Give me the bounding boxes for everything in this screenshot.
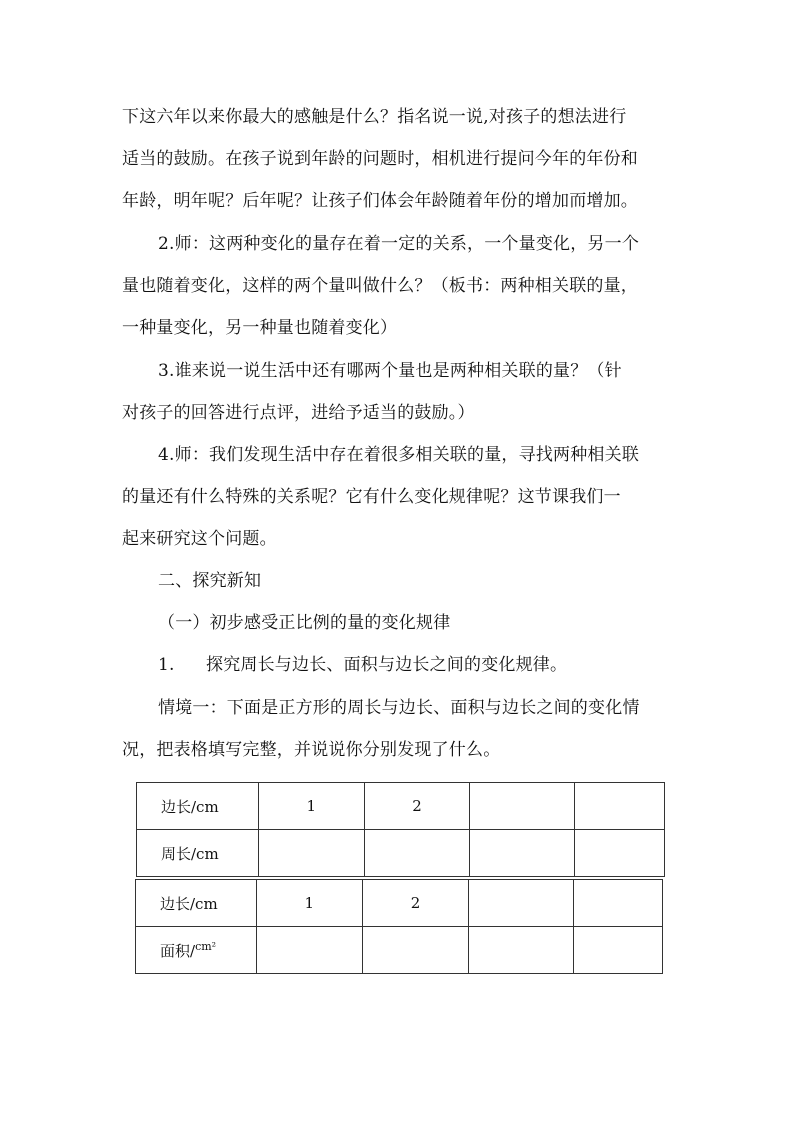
paragraph-line: 的量还有什么特殊的关系呢？它有什么变化规律呢？这节课我们一	[122, 487, 621, 507]
paragraph-line: 一种量变化，另一种量也随着变化）	[122, 318, 398, 338]
table-header-cell: 边长/cm	[136, 880, 257, 927]
area-table	[135, 879, 663, 974]
table-cell[interactable]	[256, 927, 362, 974]
table-header-cell: 边长/cm	[137, 783, 259, 830]
step-number: 1.	[158, 655, 175, 675]
paragraph-line: 4.师：我们发现生活中存在着很多相关联的量，寻找两种相关联	[158, 445, 640, 465]
table-cell: 1	[256, 880, 362, 927]
paragraph-line: 对孩子的回答进行点评，进给予适当的鼓励。）	[122, 403, 475, 423]
table-cell: 1	[258, 783, 364, 830]
table-cell[interactable]	[575, 830, 665, 877]
step-text: 探究周长与边长、面积与边长之间的变化规律。	[206, 655, 568, 675]
table-cell: 2	[362, 880, 469, 927]
table-row	[137, 830, 665, 877]
table-cell[interactable]	[469, 880, 574, 927]
table-row	[136, 880, 663, 927]
paragraph-line: 2.师：这两种变化的量存在着一定的关系，一个量变化，另一个	[158, 234, 640, 254]
paragraph-line: 适当的鼓励。在孩子说到年龄的问题时，相机进行提问今年的年份和	[122, 149, 638, 169]
paragraph-line: 3.谁来说一说生活中还有哪两个量也是两种相关联的量？（针	[158, 361, 622, 381]
table-cell: 2	[364, 783, 470, 830]
table-cell[interactable]	[575, 783, 665, 830]
table-row	[137, 783, 665, 830]
step-line	[158, 654, 567, 676]
table-row	[136, 927, 663, 974]
paragraph-line: 量也随着变化，这样的两个量叫做什么？（板书：两种相关联的量，	[122, 276, 638, 296]
paragraph-line: 下这六年以来你最大的感触是什么？指名说一说,对孩子的想法进行	[122, 107, 627, 127]
table-cell[interactable]	[574, 880, 663, 927]
paragraph-line: 起来研究这个问题。	[122, 529, 277, 549]
table-cell[interactable]	[469, 927, 574, 974]
table-header-cell	[136, 927, 257, 974]
scenario-line: 况，把表格填写完整，并说说你分别发现了什么。	[122, 740, 501, 760]
area-unit: cm²	[195, 939, 217, 953]
table-cell[interactable]	[258, 830, 364, 877]
section-heading: 二、探究新知	[158, 571, 262, 591]
area-label: 面积/	[160, 941, 196, 960]
table-cell[interactable]	[470, 830, 575, 877]
table-cell[interactable]	[362, 927, 469, 974]
table-header-cell: 周长/cm	[137, 830, 259, 877]
table-cell[interactable]	[574, 927, 663, 974]
perimeter-table	[136, 782, 665, 877]
sub-heading: （一）初步感受正比例的量的变化规律	[158, 613, 451, 633]
scenario-line: 情境一：下面是正方形的周长与边长、面积与边长之间的变化情	[158, 698, 640, 718]
table-cell[interactable]	[470, 783, 575, 830]
table-cell[interactable]	[364, 830, 470, 877]
paragraph-line: 年龄，明年呢？后年呢？让孩子们体会年龄随着年份的增加而增加。	[122, 191, 638, 211]
